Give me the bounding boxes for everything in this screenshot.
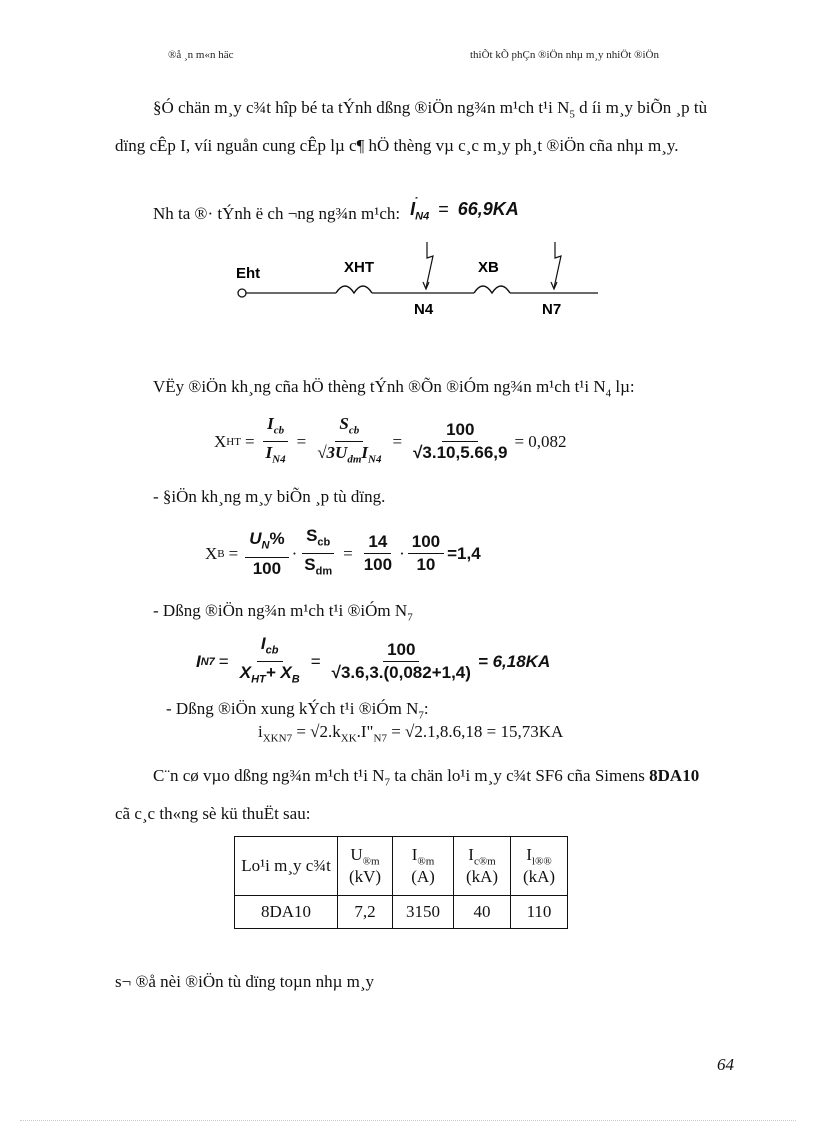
page-number: 64 bbox=[717, 1055, 734, 1074]
equation-xb: X B = $\frac{U_N\%}{100}$ · $\frac{S_{cb}}{S_{dm}}$ = $\frac{14}{100}$ · $\frac{100}{10}$ =1,4 bbox=[205, 526, 481, 582]
equation-in7: I N7 = $\frac{I_{cb}}{X_{HT}+ X_B}$ = $\frac{100}{√3.6,3.(0,082+1,4)}$ = 6,18KA bbox=[196, 634, 550, 690]
eq2-result: =1,4 bbox=[447, 543, 481, 563]
table-header-cell: $I_{®m}$ (A) bbox=[393, 837, 454, 896]
eq1-frac-3: $\frac{100}{√3.10,5.66,9}$ bbox=[413, 420, 508, 463]
eq2-frac-2: $\frac{S_{cb}}{S_{dm}}$ bbox=[300, 526, 336, 582]
eq3-result: = 6,18KA bbox=[477, 651, 551, 671]
formula-in4: I ˙ $_{N4}$ = 66,9KA bbox=[410, 194, 519, 223]
eq2-lhs: X bbox=[205, 543, 218, 563]
eq3-lhs-sub: N7 bbox=[200, 655, 215, 668]
source-terminal bbox=[238, 289, 246, 297]
footer-rule bbox=[20, 1120, 796, 1121]
bullet-1: - §iÖn kh¸ng m¸y biÕn ¸p tù dïng. bbox=[153, 487, 386, 506]
inductor-xht bbox=[336, 286, 372, 293]
eq1-frac-2: $\frac{S_{cb}}{√3U_{dm}I_{N4}}$ bbox=[317, 414, 382, 466]
eq3-lhs: I bbox=[196, 651, 201, 671]
eq2-frac-3: $\frac{14}{100}$ bbox=[363, 532, 393, 575]
paragraph-3 bbox=[153, 371, 635, 409]
paragraph-2-text: Nh ta ®· tÝnh ë ch ¬ng ng¾n m¹ch: bbox=[153, 203, 401, 223]
eq1-lhs-sub: HT bbox=[226, 435, 241, 448]
eq2-frac-4: $\frac{100}{10}$ bbox=[408, 532, 444, 575]
equation-ixk: $i_{XKN7}$ = $√2.k_{XK}.I"_{N7} = √2.1,8.6,18 = 15,73KA$ bbox=[258, 722, 564, 745]
eq2-lhs-sub: B bbox=[217, 547, 225, 560]
table-header-cell: $I_{l®®}$ (kA) bbox=[511, 837, 568, 896]
paragraph-2 bbox=[153, 194, 519, 233]
bullet-2: - Dßng ®iÖn ng¾n m¹ch t¹i ®iÓm $N_7$ bbox=[153, 601, 413, 624]
table-header-cell: $U_{®m}$ (kV) bbox=[338, 837, 393, 896]
formula-in4-eq: = bbox=[438, 199, 449, 219]
table-row bbox=[235, 896, 568, 929]
inductor-xb bbox=[474, 286, 510, 293]
paragraph-1 bbox=[115, 92, 715, 161]
label-xb: XB bbox=[478, 259, 499, 276]
table-header-cell: Lo¹i m¸y c¾t bbox=[235, 837, 338, 896]
paragraph-3-rest: lµ: bbox=[611, 377, 635, 396]
eq1-result: = 0,082 bbox=[514, 431, 567, 451]
equation-xht: X HT = $\frac{I_{cb}}{I_{N4}}$ = $\frac{S_{cb}}{√3U_{dm}I_{N4}}$ = $\frac{100}{√3.10,5.66,9}$ = 0,082 bbox=[214, 414, 567, 470]
label-n7: N7 bbox=[542, 301, 562, 318]
formula-in4-sub: N4 bbox=[415, 210, 430, 223]
bullet-3: - Dßng ®iÖn xung kÝch t¹i ®iÓm $N_7$: bbox=[166, 699, 429, 722]
paragraph-1-sub: 5 bbox=[569, 108, 575, 121]
eq3-frac-2: $\frac{100}{√3.6,3.(0,082+1,4)}$ bbox=[331, 640, 471, 683]
table-cell: 3150 bbox=[393, 896, 454, 929]
fault-arrow-n4 bbox=[426, 242, 433, 288]
table-cell: 7,2 bbox=[338, 896, 393, 929]
label-source: Eht bbox=[236, 265, 261, 282]
table-header-cell: $I_{c®m}$ (kA) bbox=[454, 837, 511, 896]
paragraph-1-text: §Ó chän m¸y c¾t hîp bé ta tÝnh dßng ®iÖn ng¾n m¹ch t¹i N bbox=[153, 98, 570, 117]
header-right: thiÕt kÕ phÇn ®iÖn nhµ m¸y nhiÖt ®iÖn bbox=[470, 49, 659, 61]
table-cell: 40 bbox=[454, 896, 511, 929]
formula-in4-value: 66,9KA bbox=[457, 199, 519, 219]
eq3-frac-1: $\frac{I_{cb}}{X_{HT}+ X_B}$ bbox=[239, 634, 300, 686]
header-left: ®å ¸n m«n häc bbox=[168, 49, 234, 61]
label-n4: N4 bbox=[414, 301, 434, 318]
label-xht: XHT bbox=[344, 259, 374, 276]
paragraph-3-text: VËy ®iÖn kh¸ng cña hÖ thèng tÝnh ®Õn ®iÓm ng¾n m¹ch t¹i N bbox=[153, 377, 606, 396]
paragraph-4: C¨n cø vµo dßng ng¾n m¹ch t¹i $N_7$ ta chän lo¹i m¸y c¾t SF6 cña Simens 8DA10 cã c¸c th«ng sè kü thuËt sau: bbox=[115, 766, 700, 824]
paragraph-3-sub: 4 bbox=[605, 387, 612, 400]
eq1-frac-1: $\frac{I_{cb}}{I_{N4}}$ bbox=[262, 414, 290, 470]
breaker-model: 8DA10 bbox=[649, 766, 700, 785]
paragraph-1-rest: d íi m¸y biÕn ¸p tù dïng cÊp I, víi nguån cung cÊp lµ c¶ hÖ thèng vµ c¸c m¸y ph¸t ®iÖn cña nhµ m¸y. bbox=[115, 98, 708, 156]
breaker-spec-table bbox=[234, 836, 568, 929]
table-cell: 8DA10 bbox=[235, 896, 338, 929]
formula-in4-var: I bbox=[410, 199, 416, 219]
paragraph-5: s¬ ®å nèi ®iÖn tù dïng toµn nhµ m¸y bbox=[115, 972, 374, 991]
table-header-row bbox=[235, 837, 568, 896]
eq1-lhs: X bbox=[214, 431, 227, 451]
fault-arrow-n7 bbox=[554, 242, 561, 288]
circuit-diagram bbox=[230, 240, 610, 320]
eq2-frac-1: $\frac{U_N\%}{100}$ bbox=[245, 529, 288, 578]
table-cell: 110 bbox=[511, 896, 568, 929]
